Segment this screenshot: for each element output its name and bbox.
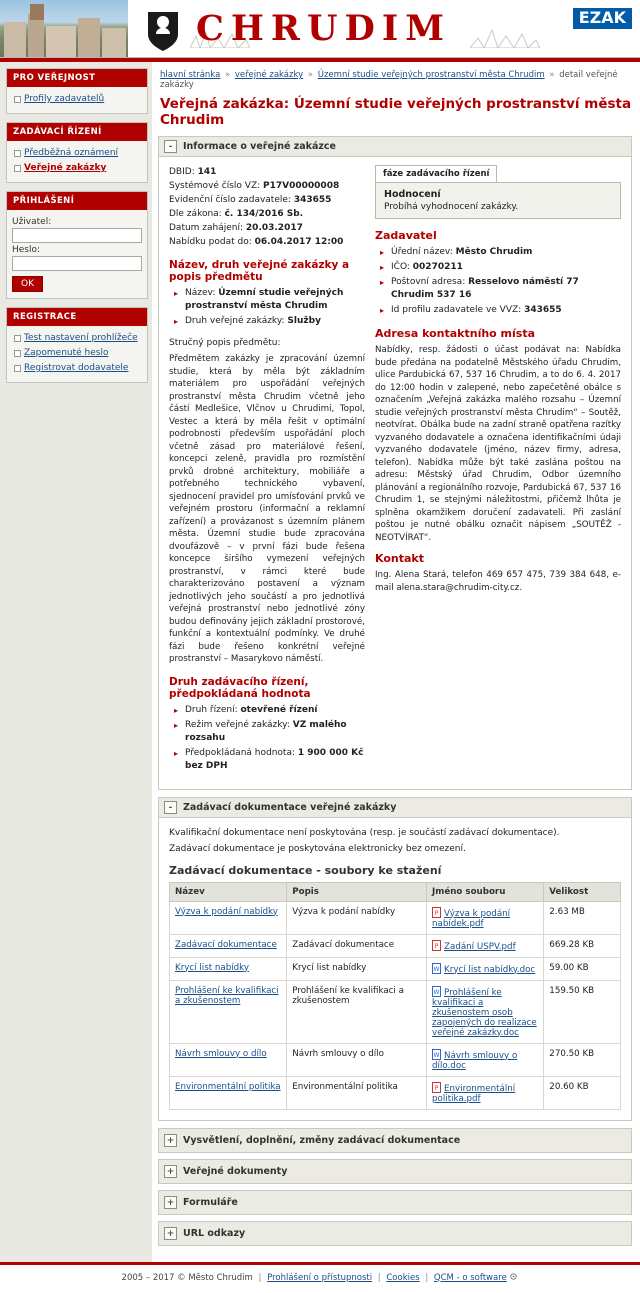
table-row	[170, 1043, 621, 1076]
field-authority-ico	[379, 261, 621, 276]
cell-size: 159.50 KB	[544, 980, 621, 1043]
col-name: Název	[170, 882, 287, 901]
desc-label: Stručný popis předmětu:	[169, 338, 281, 348]
breadcrumb-item-2[interactable]: Územní studie veřejných prostranství města Chrudim	[317, 70, 545, 80]
field-estimated-value-key: Předpokládaná hodnota:	[185, 747, 295, 758]
panel-info-header[interactable]	[159, 137, 631, 157]
gear-icon	[509, 1272, 518, 1281]
col-size: Velikost	[544, 882, 621, 901]
table-header-row	[170, 882, 621, 901]
field-contract-type-key: Druh veřejné zakázky:	[185, 316, 285, 326]
field-dbid	[169, 165, 365, 179]
sidebar-box-public-title: PRO VEŘEJNOST	[7, 69, 147, 87]
phase-status-desc: Probíhá vyhodnocení zakázky.	[384, 202, 519, 212]
svg-text:P: P	[434, 1084, 439, 1092]
breadcrumb-item-3: detail veřejné zakázky	[160, 70, 618, 90]
panel-url-links[interactable]	[158, 1221, 632, 1246]
cell-desc: Prohlášení ke kvalifikaci a zkušenostem	[287, 980, 427, 1043]
doc-link[interactable]: Zadávací dokumentace	[175, 939, 277, 950]
main-content	[152, 62, 640, 1262]
docs-table-title: Zadávací dokumentace - soubory ke stažení	[169, 863, 442, 877]
pdf-file-icon	[432, 907, 441, 918]
table-row	[170, 1076, 621, 1109]
svg-text:W: W	[433, 988, 440, 996]
field-estimated-value	[173, 747, 365, 775]
panel-explanations[interactable]	[158, 1128, 632, 1153]
section-title-name-type: Název, druh veřejné zakázky a popis předmětu	[169, 259, 350, 283]
cell-size: 2.63 MB	[544, 901, 621, 934]
section-title-procedure: Druh zadávacího řízení, předpokládaná hodnota	[169, 675, 311, 700]
field-contract-name	[173, 287, 365, 315]
field-law-key: Dle zákona:	[169, 209, 222, 219]
field-contract-name-key: Název:	[185, 288, 216, 298]
site-footer	[0, 1262, 640, 1293]
panel-public-documents-title: Veřejné dokumenty	[183, 1165, 288, 1177]
breadcrumb-sep-0: »	[224, 70, 231, 80]
sidebar-box-registration	[6, 307, 148, 383]
field-authority-name-value: Město Chrudim	[455, 247, 533, 257]
panel-documents-title: Zadávací dokumentace veřejné zakázky	[183, 801, 397, 813]
cell-name	[170, 957, 287, 980]
doc-link[interactable]: Výzva k podání nabídky	[175, 906, 278, 917]
skyline-right-decoration	[470, 26, 540, 48]
footer-sep: |	[258, 1272, 262, 1283]
file-link[interactable]: Prohlášení ke kvalifikaci a zkušenostem osob zapojených do realizace veřejné zakázky.doc	[432, 987, 537, 1038]
ezak-logo[interactable]: EZAK	[573, 8, 632, 29]
field-estimated-value-value: 1 900 000 Kč bez DPH	[185, 747, 364, 771]
login-password-input[interactable]	[12, 256, 142, 271]
footer-link-accessibility[interactable]: Prohlášení o přístupnosti	[267, 1272, 373, 1283]
footer-copyright: 2005 – 2017 © Město Chrudim	[121, 1272, 253, 1283]
field-deadline-key: Nabídku podat do:	[169, 237, 252, 247]
field-start-date-value: 20.03.2017	[245, 223, 303, 233]
svg-text:P: P	[434, 942, 439, 950]
doc-link[interactable]: Prohlášení ke kvalifikaci a zkušenostem	[175, 985, 279, 1006]
field-regime	[173, 719, 365, 747]
panel-forms-title: Formuláře	[183, 1196, 238, 1208]
field-dbid-key: DBID:	[169, 167, 195, 177]
login-pass-label: Heslo:	[12, 245, 41, 255]
documents-table	[169, 882, 621, 1110]
field-authority-profile-id-key: Id profilu zadavatele ve VVZ:	[391, 305, 522, 315]
field-authority-ico-key: IČO:	[391, 262, 410, 272]
expand-toggle-icon[interactable]: +	[164, 1227, 177, 1240]
panel-documents	[158, 797, 632, 1121]
field-law-value: č. 134/2016 Sb.	[224, 209, 304, 219]
sidebar-box-login-title: PŘIHLÁŠENÍ	[7, 192, 147, 210]
login-submit-button[interactable]: OK	[12, 276, 43, 292]
section-title-contact-place: Adresa kontaktního místa	[375, 327, 536, 340]
panel-info	[158, 136, 632, 790]
cell-name	[170, 934, 287, 957]
collapse-toggle-icon[interactable]: -	[164, 140, 177, 153]
field-contract-type	[173, 315, 365, 330]
pdf-file-icon	[432, 940, 441, 951]
panel-explanations-title: Vysvětlení, doplnění, změny zadávací dokumentace	[183, 1134, 461, 1146]
expand-toggle-icon[interactable]: +	[164, 1165, 177, 1178]
expand-toggle-icon[interactable]: +	[164, 1134, 177, 1147]
docs-note-1: Kvalifikační dokumentace není poskytována (resp. je součástí zadávací dokumentace).	[169, 827, 560, 838]
sidebar-item-verejne-zakazky[interactable]: Veřejné zakázky	[12, 161, 142, 176]
phase-tab-label: fáze zadávacího řízení	[375, 165, 497, 183]
sidebar-item-predbezna-oznameni[interactable]: Předběžná oznámení	[12, 146, 142, 161]
page-title: Veřejná zakázka: Územní studie veřejných prostranství města Chrudim	[160, 96, 632, 128]
field-start-date-key: Datum zahájení:	[169, 223, 244, 233]
file-link[interactable]: Zadání USPV.pdf	[444, 941, 516, 952]
sidebar-item-registrovat-dodavatele[interactable]: Registrovat dodavatele	[12, 361, 142, 376]
field-procedure-type-key: Druh řízení:	[185, 704, 238, 715]
field-regime-key: Režim veřejné zakázky:	[185, 719, 290, 730]
field-system-number-key: Systémové číslo VZ:	[169, 181, 261, 191]
field-authority-name	[379, 246, 621, 261]
table-row	[170, 901, 621, 934]
field-authority-address-key: Poštovní adresa:	[391, 277, 466, 287]
breadcrumb	[158, 68, 632, 94]
field-authority-profile-id-value: 343655	[524, 305, 562, 315]
cell-name	[170, 901, 287, 934]
panel-info-title: Informace o veřejné zakázce	[183, 141, 336, 152]
field-system-number-value: P17V00000008	[263, 181, 340, 191]
field-authority-address-value: Resselovo náměstí 77 Chrudim 537 16	[391, 277, 579, 300]
field-authority-name-key: Úřední název:	[391, 247, 453, 257]
table-row	[170, 980, 621, 1043]
footer-link-software[interactable]: QCM - o software	[433, 1272, 507, 1283]
svg-text:P: P	[434, 909, 439, 917]
cell-name	[170, 980, 287, 1043]
file-link[interactable]: Environmentální politika.pdf	[432, 1083, 516, 1104]
cell-name	[170, 1043, 287, 1076]
field-contract-name-value: Územní studie veřejných prostranství města Chrudim	[185, 288, 344, 311]
panel-public-documents[interactable]	[158, 1159, 632, 1184]
sidebar-box-registration-title: REGISTRACE	[7, 308, 147, 326]
footer-link-cookies[interactable]: Cookies	[386, 1272, 420, 1283]
sidebar-box-public	[6, 68, 148, 114]
field-deadline	[169, 235, 365, 249]
field-deadline-value: 06.04.2017 12:00	[254, 237, 344, 247]
file-link[interactable]: Výzva k podání nabídek.pdf	[432, 908, 511, 929]
doc-file-icon	[432, 963, 441, 974]
footer-sep: |	[425, 1272, 429, 1283]
expand-toggle-icon[interactable]: +	[164, 1196, 177, 1209]
cell-file	[427, 934, 544, 957]
field-authority-ico-value: 00270211	[412, 262, 463, 272]
town-photo	[0, 0, 128, 58]
cell-desc: Zadávací dokumentace	[287, 934, 427, 957]
login-user-input[interactable]	[12, 228, 142, 243]
field-authority-address	[379, 276, 621, 304]
sidebar-item-profily-zadavatelu[interactable]: Profily zadavatelů	[12, 92, 142, 107]
login-user-label: Uživatel:	[12, 217, 52, 227]
col-desc: Popis	[287, 882, 427, 901]
pdf-file-icon	[432, 1082, 441, 1093]
sidebar-box-procedures	[6, 122, 148, 183]
phase-status-box	[375, 182, 621, 219]
field-contract-type-value: Služby	[287, 316, 321, 326]
cell-desc: Environmentální politika	[287, 1076, 427, 1109]
phase-status-title: Hodnocení	[384, 189, 441, 200]
field-evidence-number-value: 343655	[293, 195, 332, 205]
sidebar-item-zapomenute-heslo[interactable]: Zapomenuté heslo	[12, 346, 142, 361]
cell-size: 270.50 KB	[544, 1043, 621, 1076]
field-system-number	[169, 179, 365, 193]
contact-place-text: Nabídky, resp. žádosti o účast podávat na: Nabídka bude předána na podatelně Městského úřadu Chrudim, ulice Pardubická 67, 537 16 Chrudim, a to do 6. 4. 2017 do 12:00 hodin v zalepené, nebo zapečetěné obálce s označením „Veřejná zakázka malého rozsahu – Územní studie veřejných prostranství města Chrudim“ – Soutěž, neotvírat. Obálka bude na zadní straně opatřena razítky vyzvaného dodavatele a označena identifikačními údaji vyzvaného dodavatele (jméno, název firmy, adresa, telefon). Nabídka může být také zaslána poštou na adresu: Městský úřad Chrudim, Odbor územního plánování a regionálního rozvoje, Pardubická 67, 537 16 Chrudim 1, se stejnými náležitostmi, přičemž lhůta je splněna okamžikem doručení zadavateli. Při zaslání poštou je nutné obálku označit nápisem „SOUTĚŽ - NEOTVÍRAT“.	[375, 345, 621, 543]
info-left-column	[169, 165, 365, 779]
cell-file	[427, 1076, 544, 1109]
cell-file	[427, 957, 544, 980]
file-link[interactable]: Návrh smlouvy o dílo.doc	[432, 1050, 518, 1071]
table-row	[170, 957, 621, 980]
doc-link[interactable]: Environmentální politika	[175, 1081, 281, 1092]
info-right-column	[375, 165, 621, 779]
cell-file	[427, 980, 544, 1043]
cell-desc: Návrh smlouvy o dílo	[287, 1043, 427, 1076]
svg-text:W: W	[433, 1051, 440, 1059]
contact-text: Ing. Alena Stará, telefon 469 657 475, 739 384 648, e-mail alena.stara@chrudim-city.cz.	[375, 570, 621, 593]
field-regime-value: VZ malého rozsahu	[185, 719, 347, 743]
cell-file	[427, 1043, 544, 1076]
section-title-contracting-authority: Zadavatel	[375, 229, 437, 242]
footer-sep: |	[377, 1272, 381, 1283]
panel-forms[interactable]	[158, 1190, 632, 1215]
desc-text: Předmětem zakázky je zpracování územní studie, která by měla být základním materiálem pro uspořádání veřejných prostranství města Chrudim včetně jeho částí Medlešice, Vlčnov u Chrudimi, Topol, Vestec a která by měla řešit v optimální podrobnosti především uspořádání ploch včetně zásad pro materiálové řešení, koncepci zeleně, pravidla pro rozmístění prvků drobné architektury, mobiliáře a potřebného technického vybavení, sjednocení pravidel pro umísťování prvků ve veřejném prostoru (informační a reklamní zařízení) a provázanost s územním plánem města. Územní studie bude zpracována dvoufázově – v první fázi bude řešena koncepce širšího vymezení veřejných prostranství, v rámci které bude charakterizováno postavení a význam jednotlivých jeho součástí a pro jednotlivá veřejná prostranství nebo jednotlivé zóny budou definovány jejich základní prostorové, funkční a kontextuální podmínky. Ve druhé fázi bude řešeno konkrétní veřejné prostranství – Masarykovo náměstí.	[169, 354, 365, 664]
cell-file	[427, 901, 544, 934]
cell-size: 669.28 KB	[544, 934, 621, 957]
sidebar-box-procedures-title: ZADÁVACÍ ŘÍZENÍ	[7, 123, 147, 141]
cell-name	[170, 1076, 287, 1109]
doc-link[interactable]: Návrh smlouvy o dílo	[175, 1048, 267, 1059]
breadcrumb-item-0[interactable]: hlavní stránka	[160, 70, 221, 80]
breadcrumb-sep-1: »	[307, 70, 314, 80]
field-procedure-type-value: otevřené řízení	[240, 704, 318, 715]
sidebar	[0, 62, 152, 401]
field-evidence-number	[169, 193, 365, 207]
doc-file-icon	[432, 1049, 441, 1060]
field-procedure-type	[173, 704, 365, 719]
cell-desc: Výzva k podání nabídky	[287, 901, 427, 934]
sidebar-box-login	[6, 191, 148, 299]
docs-note-2: Zadávací dokumentace je poskytována elektronicky bez omezení.	[169, 843, 466, 854]
doc-file-icon	[432, 986, 441, 997]
svg-text:W: W	[433, 965, 440, 973]
breadcrumb-sep-2: »	[549, 70, 555, 80]
file-link[interactable]: Krycí list nabídky.doc	[444, 964, 536, 975]
field-law	[169, 207, 365, 221]
sidebar-item-test-prohlizece[interactable]: Test nastavení prohlížeče	[12, 331, 142, 346]
table-row	[170, 934, 621, 957]
cell-size: 59.00 KB	[544, 957, 621, 980]
site-header	[0, 0, 640, 58]
section-title-contact: Kontakt	[375, 552, 424, 565]
page-body	[0, 62, 640, 1262]
field-evidence-number-key: Evidenční číslo zadavatele:	[169, 195, 291, 205]
field-start-date	[169, 221, 365, 235]
col-file: Jméno souboru	[427, 882, 544, 901]
panel-url-links-title: URL odkazy	[183, 1227, 246, 1239]
breadcrumb-item-1[interactable]: veřejné zakázky	[234, 70, 304, 80]
site-title: CHRUDIM	[196, 8, 452, 49]
doc-link[interactable]: Krycí list nabídky	[175, 962, 250, 973]
cell-desc: Krycí list nabídky	[287, 957, 427, 980]
panel-documents-header[interactable]	[159, 798, 631, 818]
field-authority-profile-id	[379, 304, 621, 319]
field-dbid-value: 141	[197, 167, 217, 177]
cell-size: 20.60 KB	[544, 1076, 621, 1109]
collapse-toggle-icon[interactable]: -	[164, 801, 177, 814]
city-crest-icon	[140, 6, 186, 52]
